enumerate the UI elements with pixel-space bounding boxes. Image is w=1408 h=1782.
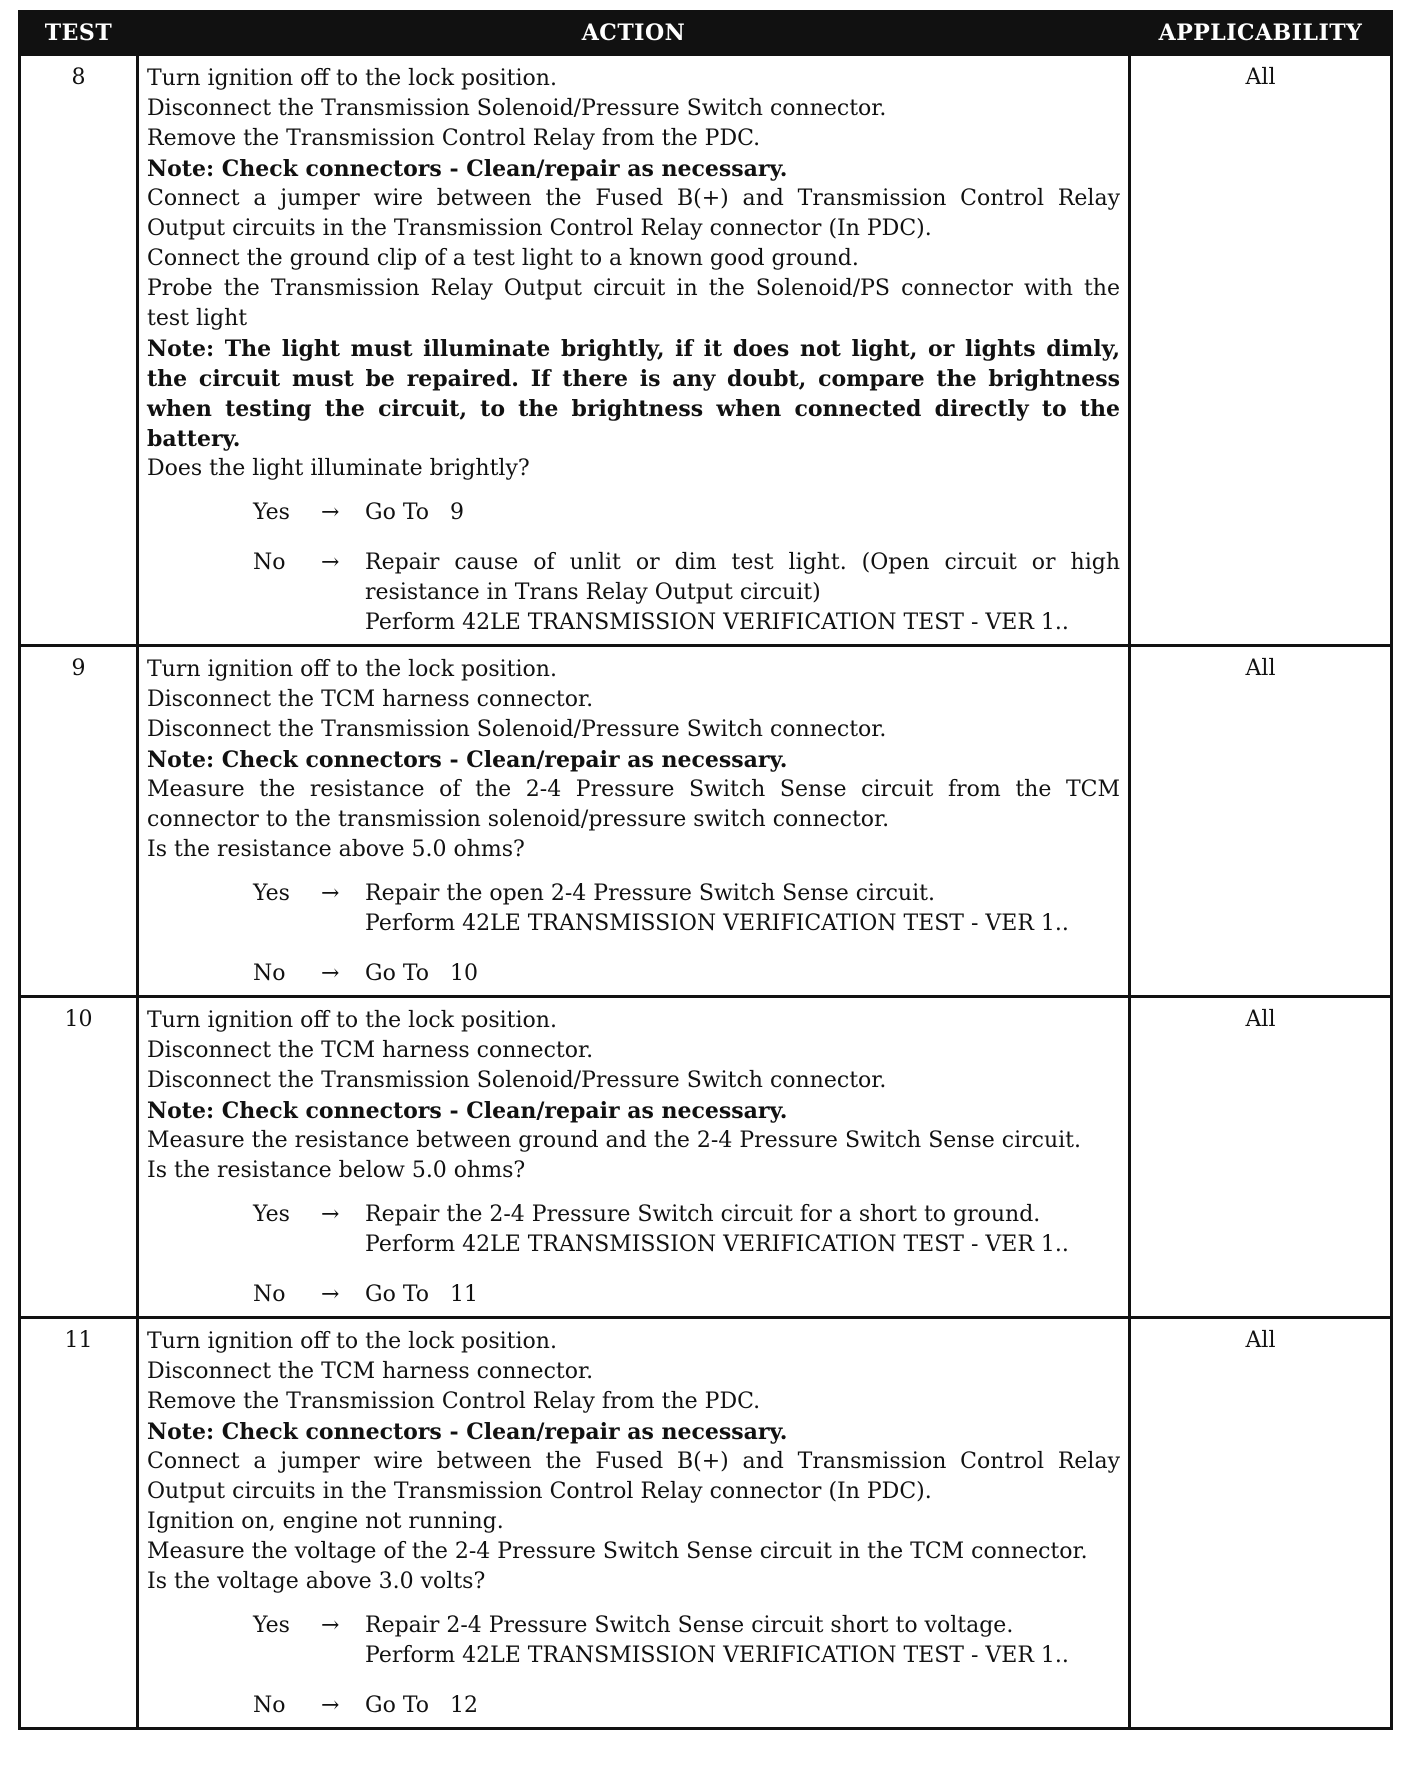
arrow-icon: → — [321, 881, 340, 906]
answer-result — [365, 879, 1120, 939]
result-line: Go To 12 — [365, 1693, 478, 1718]
result-line: Repair the 2-4 Pressure Switch circuit for a short to ground. — [365, 1202, 1041, 1227]
action-line: Measure the resistance between ground and the 2-4 Pressure Switch Sense circuit. — [147, 1128, 1082, 1153]
arrow-icon: → — [321, 1613, 340, 1638]
action-line: Does the light illuminate brightly? — [147, 456, 530, 481]
answer-option — [147, 548, 1127, 638]
answer-result — [365, 1691, 1120, 1721]
table-row — [20, 1318, 1392, 1729]
arrow-icon: → — [321, 1693, 340, 1718]
answer-label: No — [253, 1693, 286, 1718]
action-line: Connect a jumper wire between the Fused B(+) and Transmission Control Relay Output circuits in the Transmission Control Relay connector (In PDC). — [147, 1449, 1120, 1504]
action-line: Measure the voltage of the 2-4 Pressure Switch Sense circuit in the TCM connector. — [147, 1539, 1088, 1564]
header-applicability: APPLICABILITY — [1130, 12, 1392, 55]
answer-label: No — [253, 550, 286, 575]
answer-label: Yes — [253, 500, 290, 525]
note-line: Note: Check connectors - Clean/repair as necessary. — [147, 1419, 788, 1445]
arrow-icon: → — [321, 550, 340, 575]
action-line: Measure the resistance of the 2-4 Pressure Switch Sense circuit from the TCM connector to the transmission solenoid/pressure switch connector. — [147, 777, 1120, 832]
action-line: Disconnect the Transmission Solenoid/Pressure Switch connector. — [147, 717, 887, 742]
action-line: Remove the Transmission Control Relay from the PDC. — [147, 1389, 761, 1414]
answer-result — [365, 548, 1127, 638]
applicability-cell: All — [1130, 646, 1392, 997]
result-line: Repair cause of unlit or dim test light. (Open circuit or high resistance in Trans Relay Output circuit) — [365, 550, 1127, 605]
answer-result — [365, 1200, 1120, 1260]
answer-option — [147, 498, 1120, 528]
answer-result — [365, 1611, 1120, 1671]
answer-option — [147, 1611, 1120, 1671]
action-line: Turn ignition off to the lock position. — [147, 1329, 557, 1354]
action-cell — [138, 1318, 1130, 1729]
applicability-cell: All — [1130, 55, 1392, 646]
result-line: Perform 42LE TRANSMISSION VERIFICATION TEST - VER 1.. — [365, 911, 1069, 936]
test-number: 9 — [20, 646, 138, 997]
action-line: Disconnect the TCM harness connector. — [147, 687, 594, 712]
result-line: Perform 42LE TRANSMISSION VERIFICATION TEST - VER 1.. — [365, 610, 1069, 635]
answer-option — [147, 879, 1120, 939]
header-action: ACTION — [138, 12, 1130, 55]
note-line: Note: The light must illuminate brightly, if it does not light, or lights dimly, the circuit must be repaired. If there is any doubt, compare the brightness when testing the circuit, to the brightness when connected directly to the battery. — [147, 336, 1120, 452]
arrow-icon: → — [321, 1202, 340, 1227]
arrow-icon: → — [321, 500, 340, 525]
result-line: Perform 42LE TRANSMISSION VERIFICATION TEST - VER 1.. — [365, 1643, 1069, 1668]
answer-option — [147, 1691, 1120, 1721]
answer-result — [365, 959, 1120, 989]
answer-result — [365, 1280, 1120, 1310]
arrow-icon: → — [321, 961, 340, 986]
answer-result — [365, 498, 1120, 528]
answer-label: No — [253, 961, 286, 986]
action-line: Disconnect the TCM harness connector. — [147, 1359, 594, 1384]
action-line: Connect the ground clip of a test light to a known good ground. — [147, 246, 859, 271]
answer-label: Yes — [253, 881, 290, 906]
action-line: Turn ignition off to the lock position. — [147, 657, 557, 682]
table-body — [20, 55, 1392, 1729]
action-line: Is the voltage above 3.0 volts? — [147, 1569, 486, 1594]
answer-option — [147, 1200, 1120, 1260]
answer-label: No — [253, 1282, 286, 1307]
table-row — [20, 55, 1392, 646]
action-cell — [138, 55, 1130, 646]
action-line: Is the resistance above 5.0 ohms? — [147, 837, 525, 862]
note-line: Note: Check connectors - Clean/repair as necessary. — [147, 747, 788, 773]
result-line: Go To 11 — [365, 1282, 478, 1307]
header-test: TEST — [20, 12, 138, 55]
result-line: Repair 2-4 Pressure Switch Sense circuit short to voltage. — [365, 1613, 1014, 1638]
note-line: Note: Check connectors - Clean/repair as necessary. — [147, 1098, 788, 1124]
applicability-cell: All — [1130, 997, 1392, 1318]
diagnostic-table — [18, 10, 1393, 1730]
test-number: 10 — [20, 997, 138, 1318]
result-line: Repair the open 2-4 Pressure Switch Sense circuit. — [365, 881, 935, 906]
action-line: Is the resistance below 5.0 ohms? — [147, 1158, 526, 1183]
action-line: Disconnect the TCM harness connector. — [147, 1038, 594, 1063]
action-line: Turn ignition off to the lock position. — [147, 1008, 557, 1033]
answer-label: Yes — [253, 1613, 290, 1638]
action-line: Disconnect the Transmission Solenoid/Pressure Switch connector. — [147, 96, 887, 121]
table-header — [20, 12, 1392, 55]
answer-label: Yes — [253, 1202, 290, 1227]
action-line: Turn ignition off to the lock position. — [147, 66, 557, 91]
applicability-cell: All — [1130, 1318, 1392, 1729]
table-row — [20, 997, 1392, 1318]
answer-option — [147, 959, 1120, 989]
action-line: Probe the Transmission Relay Output circuit in the Solenoid/PS connector with the test light — [147, 276, 1120, 331]
action-cell — [138, 646, 1130, 997]
answer-option — [147, 1280, 1120, 1310]
arrow-icon: → — [321, 1282, 340, 1307]
action-cell — [138, 997, 1130, 1318]
action-line: Connect a jumper wire between the Fused B(+) and Transmission Control Relay Output circuits in the Transmission Control Relay connector (In PDC). — [147, 186, 1120, 241]
note-line: Note: Check connectors - Clean/repair as necessary. — [147, 156, 788, 182]
action-line: Ignition on, engine not running. — [147, 1509, 504, 1534]
table-row — [20, 646, 1392, 997]
test-number: 11 — [20, 1318, 138, 1729]
result-line: Go To 9 — [365, 500, 464, 525]
action-line: Disconnect the Transmission Solenoid/Pressure Switch connector. — [147, 1068, 887, 1093]
result-line: Go To 10 — [365, 961, 478, 986]
result-line: Perform 42LE TRANSMISSION VERIFICATION TEST - VER 1.. — [365, 1232, 1069, 1257]
test-number: 8 — [20, 55, 138, 646]
action-line: Remove the Transmission Control Relay from the PDC. — [147, 126, 761, 151]
